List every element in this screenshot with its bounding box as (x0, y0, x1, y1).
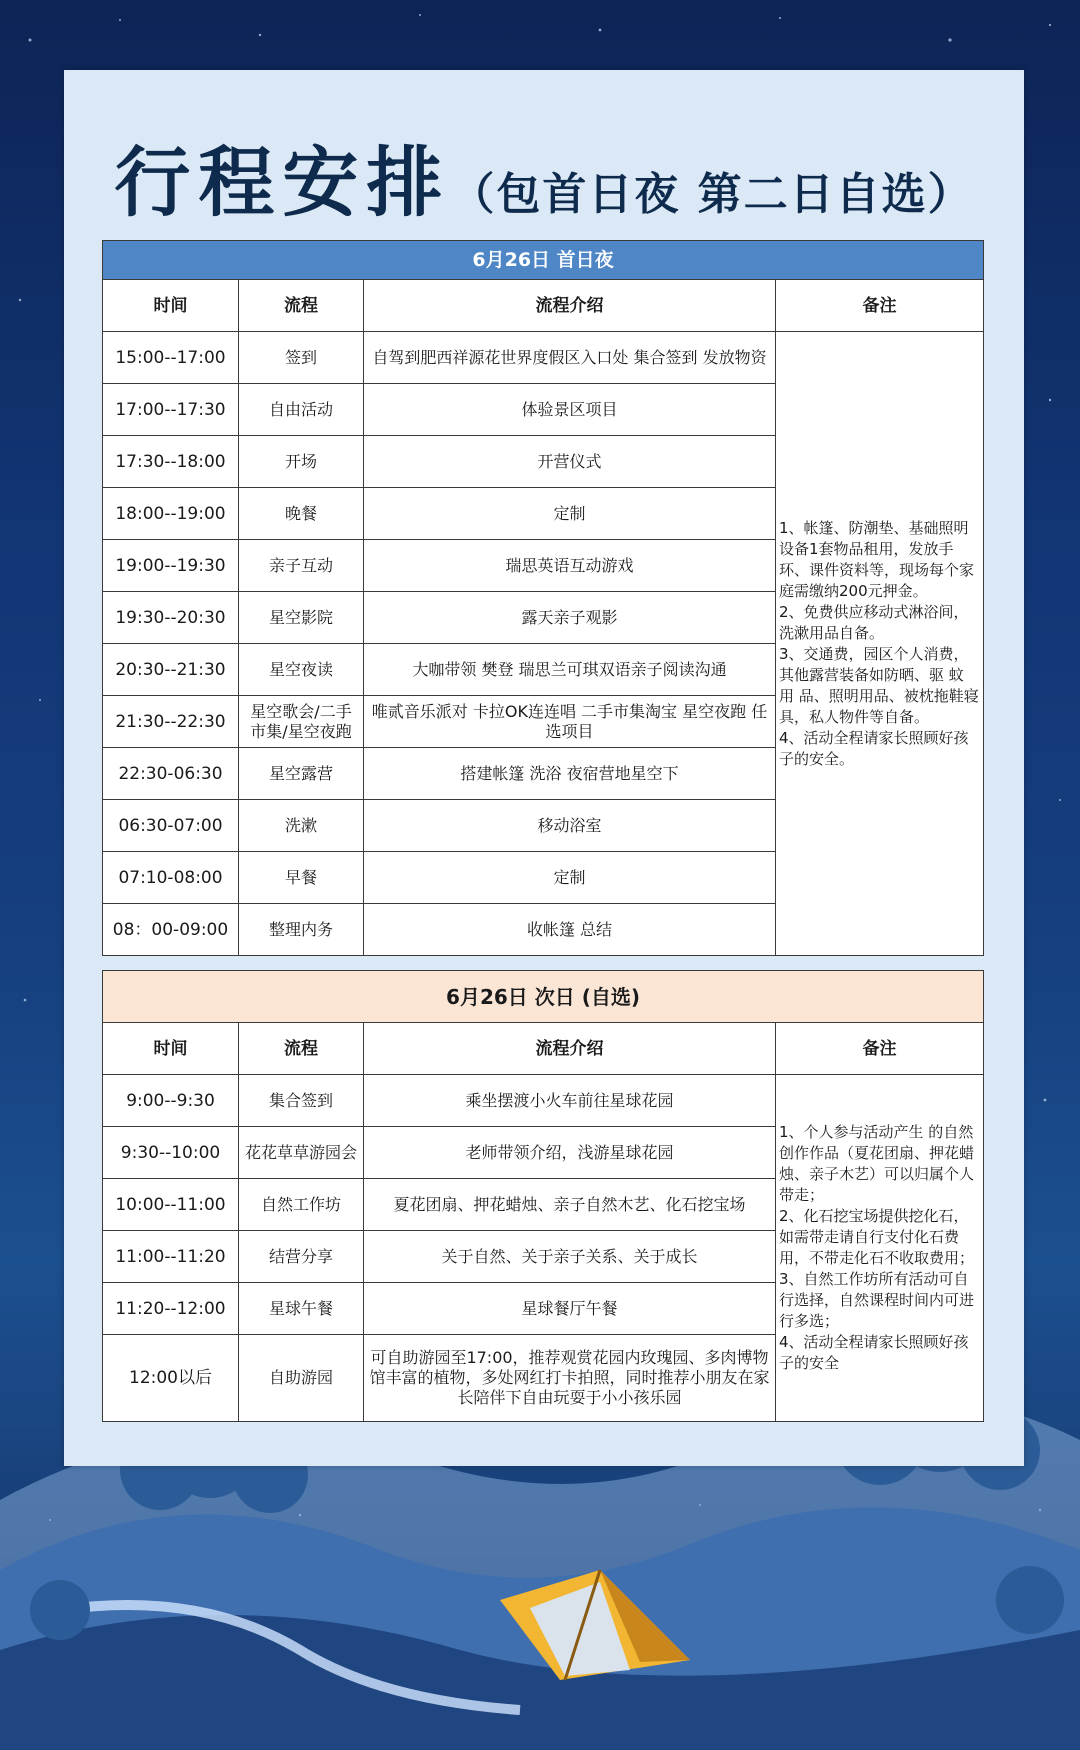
itinerary-card (64, 70, 1024, 1466)
cell-desc: 移动浴室 (364, 800, 776, 852)
day1-schedule-table (102, 240, 984, 956)
cell-flow: 星球午餐 (239, 1283, 364, 1335)
cell-time: 19:00--19:30 (103, 540, 239, 592)
day2-band: 6月26日 次日 (自选) (103, 971, 984, 1023)
cell-flow: 星空露营 (239, 748, 364, 800)
cell-time: 19:30--20:30 (103, 592, 239, 644)
day2-schedule-table (102, 970, 984, 1422)
table-row (103, 1075, 984, 1127)
cell-desc: 体验景区项目 (364, 384, 776, 436)
header-note: 备注 (776, 280, 984, 332)
cell-desc: 自驾到肥西祥源花世界度假区入口处 集合签到 发放物资 (364, 332, 776, 384)
header-flow: 流程 (239, 1023, 364, 1075)
cell-flow: 自然工作坊 (239, 1179, 364, 1231)
cell-desc: 定制 (364, 488, 776, 540)
cell-desc: 夏花团扇、押花蜡烛、亲子自然木艺、化石挖宝场 (364, 1179, 776, 1231)
header-desc: 流程介绍 (364, 280, 776, 332)
cell-time: 22:30-06:30 (103, 748, 239, 800)
title-main: 行程安排 (114, 138, 451, 227)
cell-desc: 露天亲子观影 (364, 592, 776, 644)
cell-desc: 瑞思英语互动游戏 (364, 540, 776, 592)
cell-time: 12:00以后 (103, 1335, 239, 1422)
cell-time: 06:30-07:00 (103, 800, 239, 852)
cell-time: 11:00--11:20 (103, 1231, 239, 1283)
cell-flow: 晚餐 (239, 488, 364, 540)
header-time: 时间 (103, 1023, 239, 1075)
cell-time: 17:30--18:00 (103, 436, 239, 488)
cell-time: 21:30--22:30 (103, 696, 239, 748)
cell-time: 11:20--12:00 (103, 1283, 239, 1335)
title-sub: （包首日夜 第二日自选） (450, 169, 974, 220)
cell-time: 10:00--11:00 (103, 1179, 239, 1231)
cell-flow: 集合签到 (239, 1075, 364, 1127)
cell-time: 15:00--17:00 (103, 332, 239, 384)
cell-flow: 星空歌会/二手市集/星空夜跑 (239, 696, 364, 748)
cell-desc: 定制 (364, 852, 776, 904)
cell-time: 08：00-09:00 (103, 904, 239, 956)
cell-desc: 乘坐摆渡小火车前往星球花园 (364, 1075, 776, 1127)
cell-desc: 大咖带领 樊登 瑞思兰可琪双语亲子阅读沟通 (364, 644, 776, 696)
cell-desc: 开营仪式 (364, 436, 776, 488)
cell-desc: 关于自然、关于亲子关系、关于成长 (364, 1231, 776, 1283)
day1-band: 6月26日 首日夜 (103, 241, 984, 280)
cell-time: 9:30--10:00 (103, 1127, 239, 1179)
cell-desc: 可自助游园至17:00，推荐观赏花园内玫瑰园、多肉博物馆丰富的植物，多处网红打卡拍照，同时推荐小朋友在家长陪伴下自由玩耍于小小孩乐园 (364, 1335, 776, 1422)
cell-flow: 自助游园 (239, 1335, 364, 1422)
cell-flow: 亲子互动 (239, 540, 364, 592)
cell-flow: 花花草草游园会 (239, 1127, 364, 1179)
cell-time: 07:10-08:00 (103, 852, 239, 904)
header-desc: 流程介绍 (364, 1023, 776, 1075)
day1-note: 1、帐篷、防潮垫、基础照明设备1套物品租用，发放手环、课件资料等，现场每个家庭需缴纳200元押金。 2、免费供应移动式淋浴间，洗漱用品自备。 3、交通费，园区个人消费，其他露营装备如防晒、驱 蚊 用 品、照明用品、被枕拖鞋寝具，私人物件等自备。 4、活动全程请家长照顾好孩子的安全。 (776, 332, 984, 956)
cell-flow: 洗漱 (239, 800, 364, 852)
cell-desc: 唯贰音乐派对 卡拉OK连连唱 二手市集淘宝 星空夜跑 任选项目 (364, 696, 776, 748)
cell-time: 18:00--19:00 (103, 488, 239, 540)
cell-flow: 结营分享 (239, 1231, 364, 1283)
cell-flow: 星空影院 (239, 592, 364, 644)
table-row (103, 332, 984, 384)
cell-time: 9:00--9:30 (103, 1075, 239, 1127)
cell-flow: 签到 (239, 332, 364, 384)
cell-desc: 老师带领介绍，浅游星球花园 (364, 1127, 776, 1179)
header-time: 时间 (103, 280, 239, 332)
cell-desc: 收帐篷 总结 (364, 904, 776, 956)
cell-flow: 星空夜读 (239, 644, 364, 696)
cell-time: 20:30--21:30 (103, 644, 239, 696)
cell-flow: 早餐 (239, 852, 364, 904)
cell-time: 17:00--17:30 (103, 384, 239, 436)
page-title (64, 122, 1024, 231)
header-note: 备注 (776, 1023, 984, 1075)
cell-desc: 星球餐厅午餐 (364, 1283, 776, 1335)
cell-desc: 搭建帐篷 洗浴 夜宿营地星空下 (364, 748, 776, 800)
header-flow: 流程 (239, 280, 364, 332)
cell-flow: 整理内务 (239, 904, 364, 956)
cell-flow: 自由活动 (239, 384, 364, 436)
day2-note: 1、个人参与活动产生 的自然创作作品（夏花团扇、押花蜡烛、亲子木艺）可以归属个人带走； 2、化石挖宝场提供挖化石，如需带走请自行支付化石费用，不带走化石不收取费用； 3、自然工作坊所有活动可自行选择，自然课程时间内可进行多选； 4、活动全程请家长照顾好孩子的安全 (776, 1075, 984, 1422)
cell-flow: 开场 (239, 436, 364, 488)
